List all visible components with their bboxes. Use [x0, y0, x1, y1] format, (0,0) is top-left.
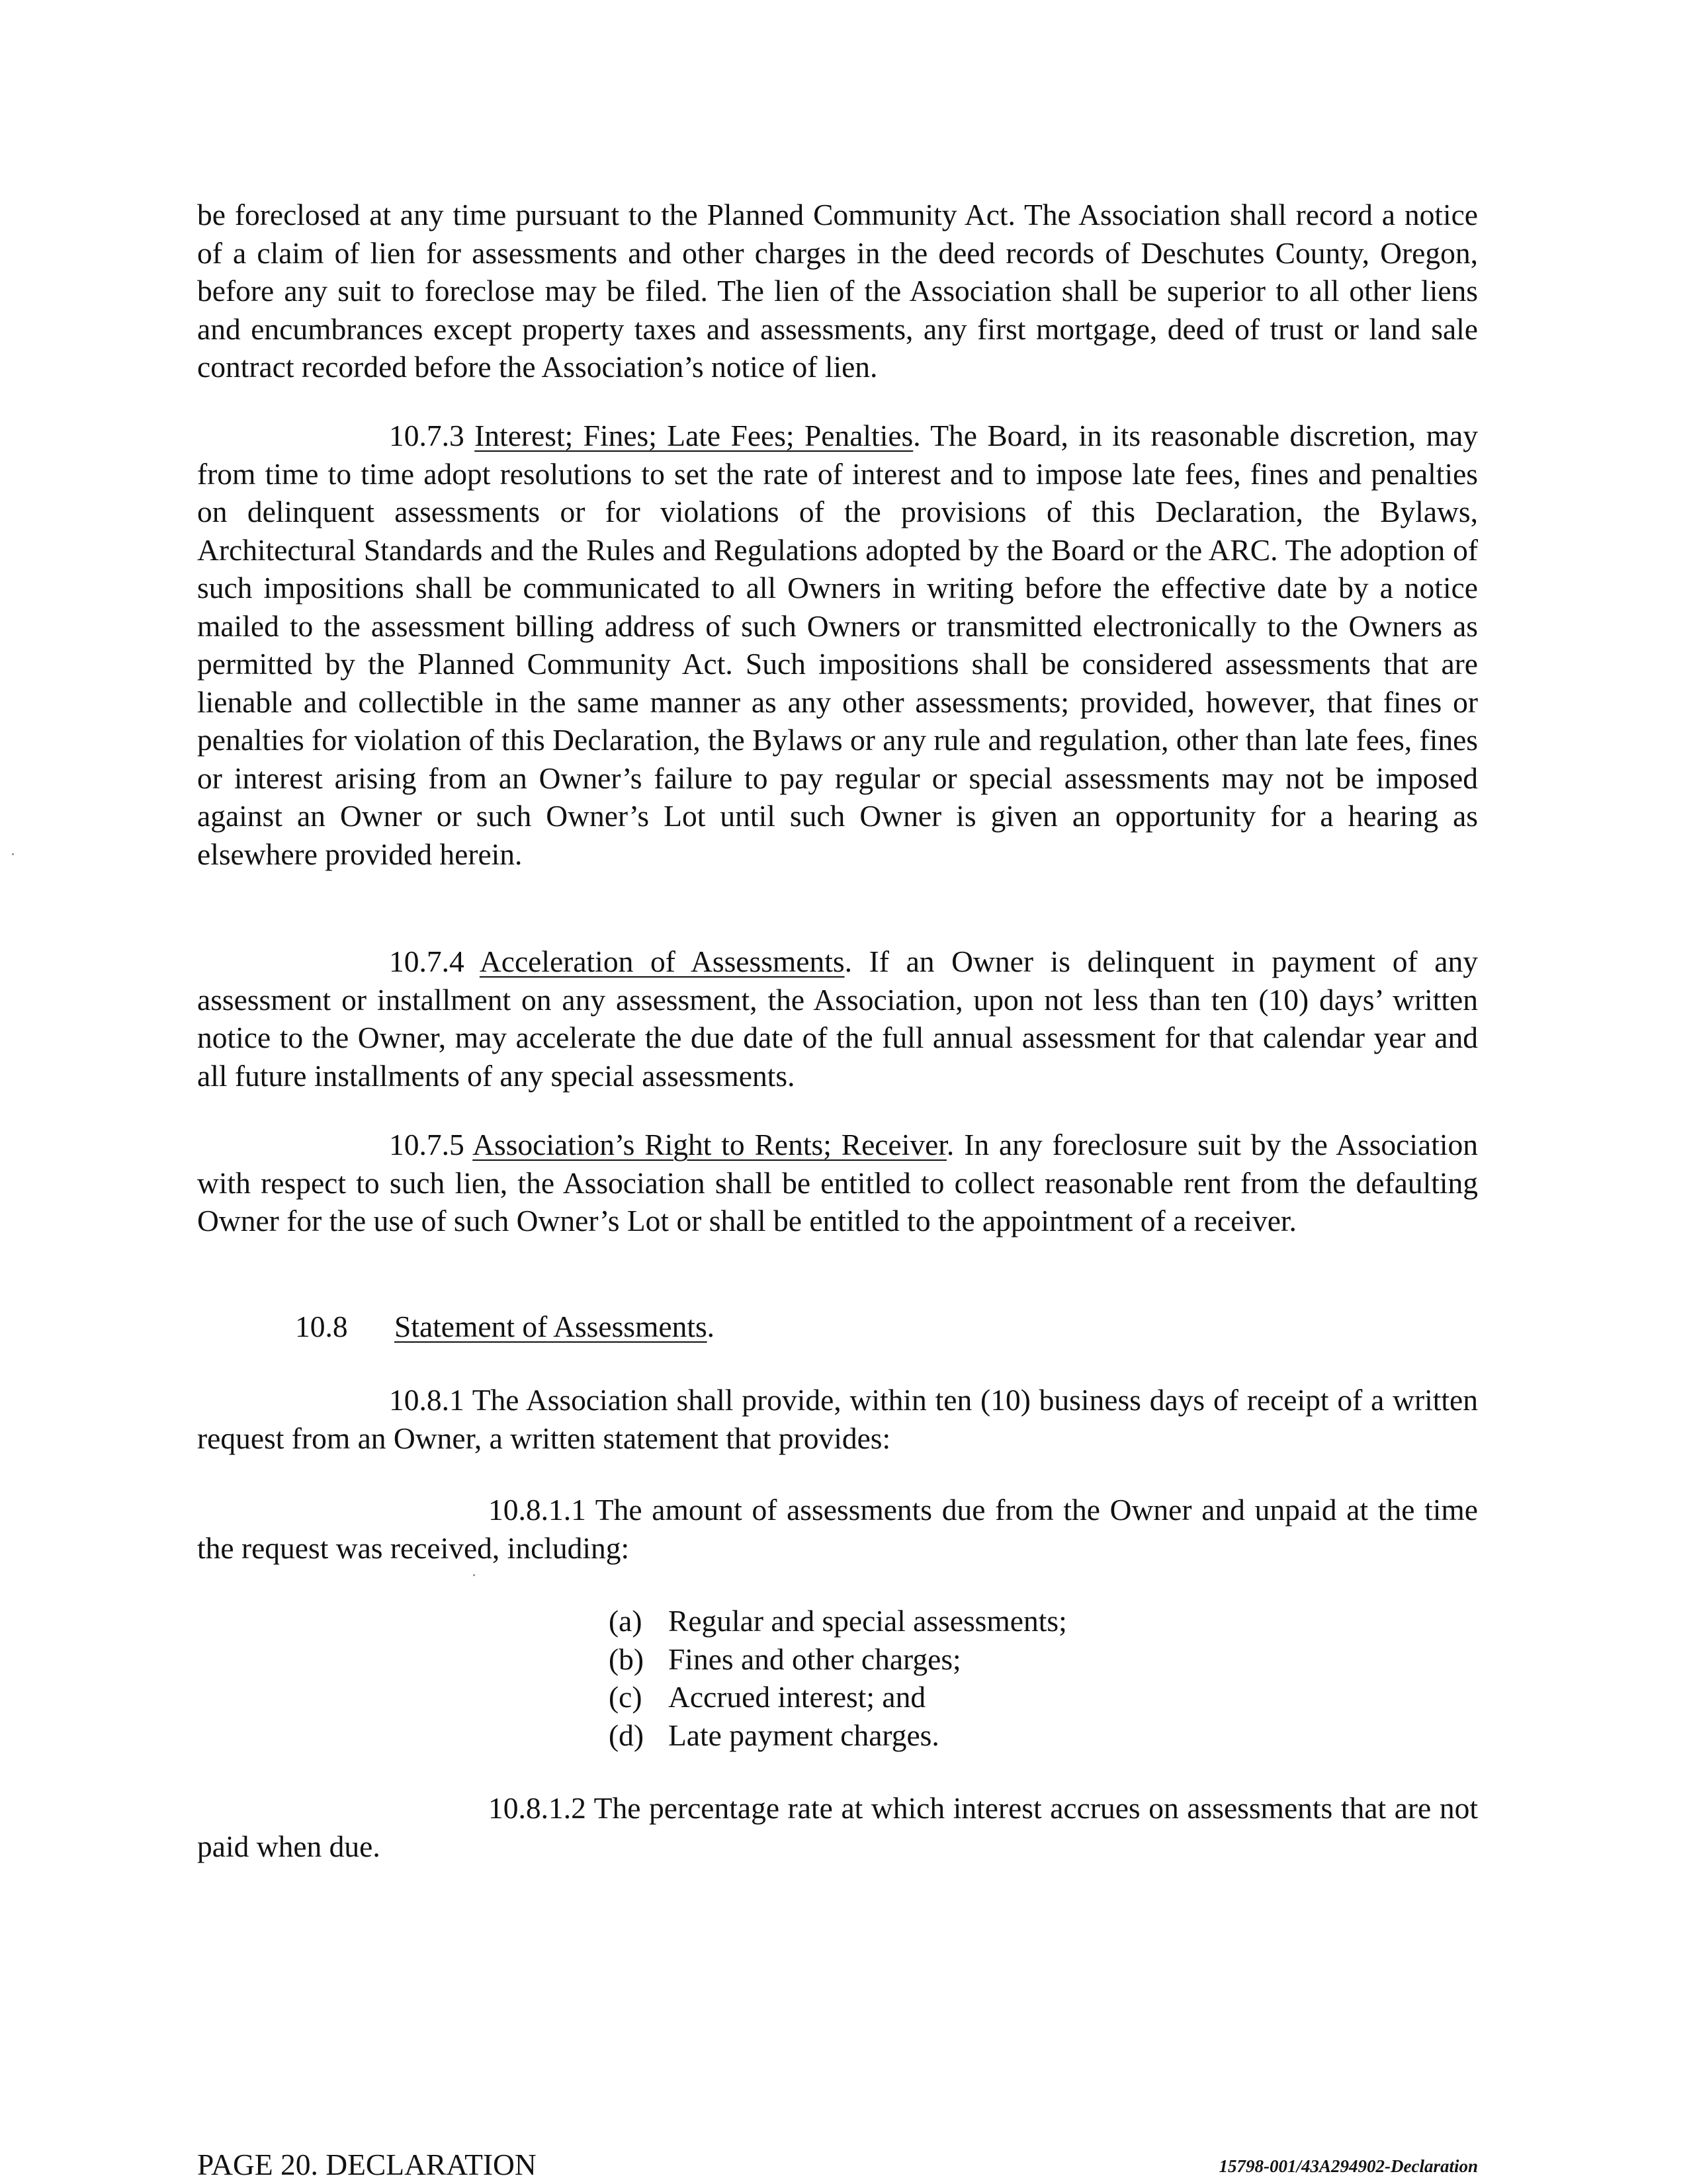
list-text: Fines and other charges;: [668, 1642, 961, 1676]
list-text: Regular and special assessments;: [668, 1604, 1067, 1638]
list-item: [609, 1602, 1067, 1640]
list-marker: (a): [609, 1604, 642, 1638]
paragraph-10-7-5: [197, 1126, 1478, 1240]
scan-speck: [12, 853, 14, 855]
paragraph-10-7-4: [197, 943, 1478, 1095]
section-number: 10.7.4: [389, 945, 464, 978]
section-body: The amount of assessments due from the Owner and unpaid at the time the request was received, including:: [197, 1493, 1478, 1565]
paragraph-10-8-1-2: [197, 1789, 1478, 1865]
list-marker: (c): [609, 1680, 642, 1714]
section-number: 10.7.3: [389, 419, 464, 452]
section-body: . The Board, in its reasonable discretion, may from time to time adopt resolutions to set the rate of interest and to impose late fees, fines and penalties on delinquent assessments or for violations of the provisions of this Declaration, the Bylaws, Architectural Standards and the Rules and Regulations adopted by the Board or the ARC. The adoption of such impositions shall be communicated to all Owners in writing before the effective date by a notice mailed to the assessment billing address of such Owners or transmitted electronically to the Owners as permitted by the Planned Community Act. Such impositions shall be considered assessments that are lienable and collectible in the same manner as any other assessments; provided, however, that fines or penalties for violation of this Declaration, the Bylaws or any rule and regulation, other than late fees, fines or interest arising from an Owner’s failure to pay regular or special assessments may not be imposed against an Owner or such Owner’s Lot until such Owner is given an opportunity for a hearing as elsewhere provided herein.: [197, 419, 1478, 871]
paragraph-10-8-1-1: [197, 1491, 1478, 1567]
section-number: 10.8.1.1: [488, 1493, 586, 1527]
list-text: Late payment charges.: [668, 1718, 939, 1752]
list-item: [609, 1678, 1067, 1716]
paragraph-10-8-1: [197, 1381, 1478, 1457]
list-text: Accrued interest; and: [668, 1680, 926, 1714]
footer-page-label: PAGE 20. DECLARATION: [197, 2148, 537, 2181]
section-title: Statement of Assessments: [394, 1310, 707, 1343]
section-number: 10.8.1.2: [488, 1791, 586, 1825]
list-item: [609, 1716, 1067, 1755]
list-marker: (b): [609, 1642, 644, 1676]
section-title: Acceleration of Assessments: [479, 945, 845, 978]
footer-document-id: 15798-001/43A294902-Declaration: [1219, 2156, 1478, 2176]
section-number: 10.7.5: [389, 1128, 464, 1161]
section-number: 10.8: [295, 1310, 348, 1343]
assessment-list: [609, 1602, 1067, 1754]
section-number: 10.8.1: [389, 1383, 464, 1417]
heading-10-8: [295, 1308, 714, 1346]
section-body: . If an Owner is delinquent in payment of any assessment or installment on any assessment, the Association, upon not less than ten (10) days’ written notice to the Owner, may accelerate the due date of the full annual assessment for that calendar year and all future installments of any special assessments.: [197, 945, 1478, 1093]
list-marker: (d): [609, 1718, 644, 1752]
section-title: Interest; Fines; Late Fees; Penalties: [474, 419, 914, 452]
section-title-suffix: .: [707, 1310, 715, 1343]
section-title: Association’s Right to Rents; Receiver: [472, 1128, 947, 1161]
section-body: The Association shall provide, within ten (10) business days of receipt of a written request from an Owner, a written statement that provides:: [197, 1383, 1478, 1455]
section-body: . In any foreclosure suit by the Association with respect to such lien, the Association shall be entitled to collect reasonable rent from the defaulting Owner for the use of such Owner’s Lot or shall be entitled to the appointment of a receiver.: [197, 1128, 1479, 1238]
paragraph-lien-foreclosure: be foreclosed at any time pursuant to the Planned Community Act. The Association shall record a notice of a claim of lien for assessments and other charges in the deed records of Deschutes County, Oregon, before any suit to foreclose may be filed. The lien of the Association shall be superior to all other liens and encumbrances except property taxes and assessments, any first mortgage, deed of trust or land sale contract recorded before the Association’s notice of lien.: [197, 198, 1478, 384]
scan-speck: [473, 1574, 475, 1576]
paragraph-10-7-3: [197, 417, 1478, 873]
list-item: [609, 1640, 1067, 1679]
section-body: The percentage rate at which interest accrues on assessments that are not paid when due.: [197, 1791, 1478, 1863]
